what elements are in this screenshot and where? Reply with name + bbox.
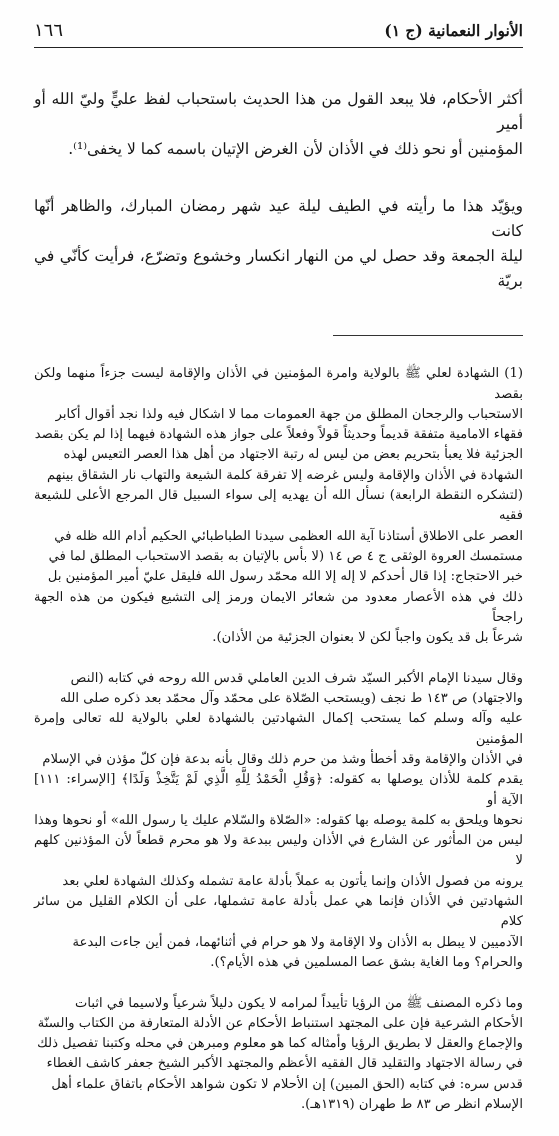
footnote-paragraph-3: وما ذكره المصنف ﷺ من الرؤيا تأييداً لمرامه لا يكون دليلاً شرعياً ولاسيما في اثبات الأحكام الشرعية فإن على المجتهد استنباط الأحكام عن الأدلة المتعارفة من الكتاب والسنّة والإجماع والعقل لا بطريق الرؤيا وأمثاله كما هو معلوم ومبرهن في محله وكتبنا تفصيل ذلك في رسالة الاجتهاد والتقليد قال الفقيه الأعظم والمجتهد الأكبر الشيخ جعفر كاشف الغطاء قدس سره: في كتابه (الحق المبين) إن الأحلام لا تكون شواهد الأحكام باتفاق علماء أهل الإسلام انظر ص ٨٣ ط طهران (١٣١٩هـ). bbox=[37, 995, 523, 1112]
header-rule bbox=[34, 47, 523, 48]
main-text bbox=[34, 62, 523, 319]
footnote bbox=[34, 344, 523, 1136]
footnote-paragraph-2: وقال سيدنا الإمام الأكبر السيّد شرف الدين العاملي قدس الله روحه في كتابه (النص والاجتهاد) ص ١٤٣ ط نجف (ويستحب الصّلاة على محمّد وآل محمّد بعد ذكره صلى الله عليه وآله وسلم كما يستحب إكمال الشهادتين بالشهادة لعلي بالولاية لله تعالى وإمرة المؤمنين في الأذان والإقامة وقد أخطأ وشذ من حرم ذلك وقال بأنه بدعة فإن كلّ مؤذن في الإسلام يقدم كلمة للأذان يوصلها به كقوله: ﴿وَقُلِ الْحَمْدُ لِلَّهِ الَّذِي لَمْ يَتَّخِذْ وَلَدًا﴾ [الإسراء: ١١١] الآية أو نحوها ويلحق به كلمة يوصله بها كقوله: «الصّلاة والسّلام عليك يا رسول الله» أو نحوها وهذا ليس من المأثور عن الشارع في الأذان وليس ببدعة ولا هو محرم قطعاً لأن المؤذنين كلهم لا يرونه من فصول الأذان وإنما يأتون به عملاً بأدلة عامة تشمله وكذلك الشهادة لعلي بعد الشهادتين في الأذان فإنما هي عمل بأدلة عامة تشملها، على أن الكلام القليل من سائر كلام الآدميين لا يبطل به الأذان ولا الإقامة ولا هو حرام في أثنائهما، فمن أين جاءت البدعة والحرام؟ وما الغاية بشق عصا المسلمين في هذه الأيام؟). bbox=[34, 670, 523, 970]
footnote-separator bbox=[333, 335, 523, 336]
main-paragraph-2: ويؤيّد هذا ما رأيته في الطيف ليلة عيد شهر رمضان المبارك، والظاهر أنّها كانت ليلة الجمعة وقد حصل لي من النهار انكسار وخشوع وتضرّع، فرأيت كأنّي في بريّة bbox=[34, 197, 523, 290]
page-number: ١٦٦ bbox=[34, 20, 64, 41]
running-title: الأنوار النعمانية (ج ١) bbox=[384, 21, 523, 40]
page-header bbox=[34, 18, 523, 44]
main-paragraph-1: أكثر الأحكام، فلا يبعد القول من هذا الحديث باستحباب لفظ عليٍّ وليّ الله أو أمير المؤمنين أو نحو ذلك في الأذان لأن الغرض الإتيان باسمه كما لا يخفى⁽¹⁾. bbox=[34, 90, 523, 158]
footnote-paragraph-1: (1) الشهادة لعلي ﷺ بالولاية وامرة المؤمنين في الأذان والإقامة ليست جزءاً منهما ولكن بقصد الاستحباب والرجحان المطلق من جهة العمومات مما لا اشكال فيه ولذا نجد أقوال أكابر فقهاء الامامية متفقة قديماً وحديثاً قولاً وفعلاً على جواز هذه الشهادة فيهما إذا لم يكن بقصد الجزئية فلا يعبأ بتحريم بعض من ليس له رتبة الاجتهاد من أهل هذا العصر التعيس لهذه الشهادة في الأذان والإقامة وليس غرضه إلا تفرقة كلمة الشيعة والتهاب نار الشقاق بينهم (لتشكره النقطة الرابعة) نسأل الله أن يهديه إلى سواء السبيل قال المرجع الأعلى للشيعة فقيه العصر على الاطلاق أستاذنا آية الله العظمى سيدنا الطباطبائي الحكيم أدام الله ظله في مستمسك العروة الوثقى ج ٤ ص ١٤ (لا بأس بالإتيان به بقصد الاستحباب المطلق لما في خبر الاحتجاج: إذا قال أحدكم لا إله إلا الله محمّد رسول الله فليقل عليّ أمير المؤمنين بل ذلك في هذه الأعصار معدود من شعائر الايمان ورمز إلى التشيع فيكون من هذه الجهة راجحاً شرعاً بل قد يكون واجباً لكن لا بعنوان الجزئية من الأذان). bbox=[34, 366, 523, 646]
